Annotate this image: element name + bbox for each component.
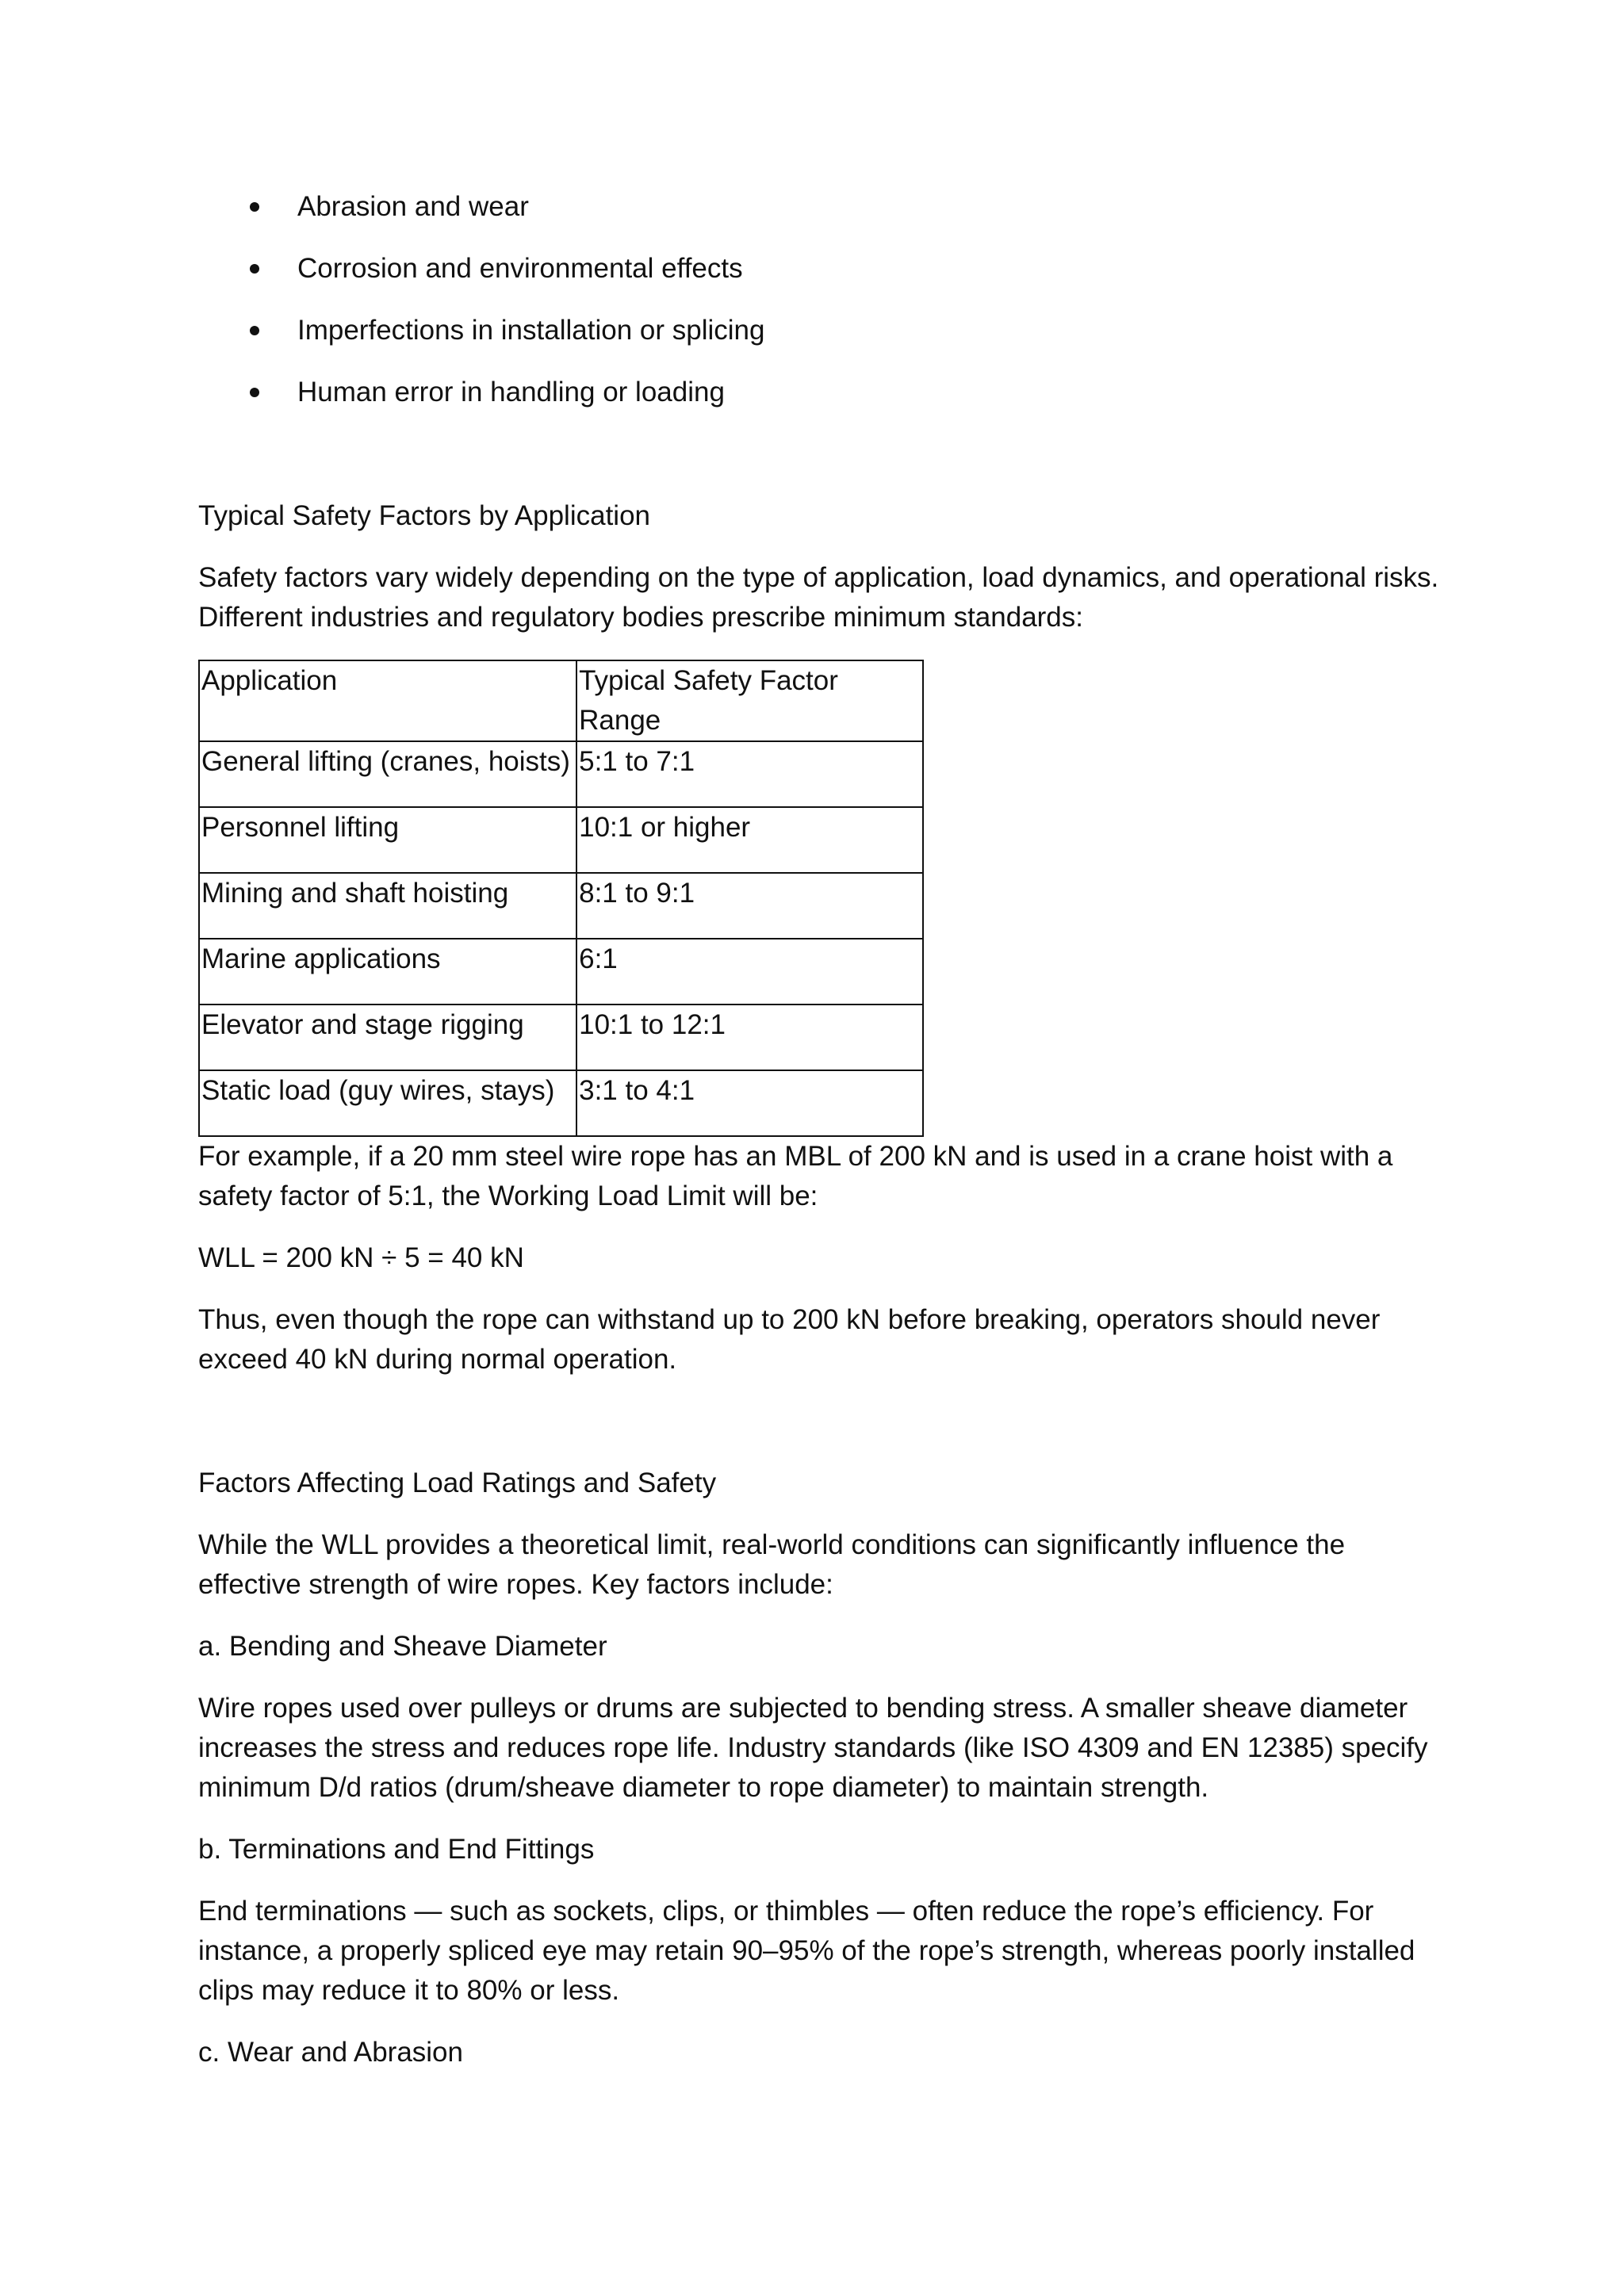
intro-paragraph <box>198 558 1467 637</box>
bullet-icon <box>250 202 259 212</box>
list-item-text: Corrosion and environmental effects <box>297 253 743 284</box>
conclusion-paragraph <box>198 1300 1467 1380</box>
table-row <box>199 873 923 939</box>
table-cell-factor: 8:1 to 9:1 <box>576 873 923 939</box>
paragraph-line: Wire ropes used over pulleys or drums are subjected to bending stress. A smaller sheave diameter <box>198 1693 1408 1724</box>
table-cell-factor: 5:1 to 7:1 <box>576 741 923 807</box>
paragraph-line: safety factor of 5:1, the Working Load Limit will be: <box>198 1181 818 1211</box>
table-cell-application: Personnel lifting <box>199 807 576 873</box>
table-cell-factor: 10:1 or higher <box>576 807 923 873</box>
bullet-icon <box>250 388 259 397</box>
table-header-row <box>199 660 923 741</box>
table-cell-application: Marine applications <box>199 939 576 1004</box>
section-heading-safety-factors: Typical Safety Factors by Application <box>198 500 650 531</box>
list-item <box>198 249 1467 289</box>
table-row <box>199 939 923 1004</box>
paragraph-line: While the WLL provides a theoretical limit, real-world conditions can significantly influence the <box>198 1529 1346 1560</box>
table-cell-application: General lifting (cranes, hoists) <box>199 741 576 807</box>
table-cell-application: Elevator and stage rigging <box>199 1004 576 1070</box>
paragraph-line: Thus, even though the rope can withstand up to 200 kN before breaking, operators should never <box>198 1304 1381 1335</box>
paragraph-line: minimum D/d ratios (drum/sheave diameter to rope diameter) to maintain strength. <box>198 1772 1209 1803</box>
safety-factor-table <box>198 660 924 1137</box>
section-heading-factors-affecting: Factors Affecting Load Ratings and Safety <box>198 1468 717 1498</box>
bullet-list <box>198 187 1467 412</box>
table-cell-factor: 3:1 to 4:1 <box>576 1070 923 1136</box>
bending-paragraph <box>198 1689 1467 1808</box>
table-header-cell: Typical Safety Factor Range <box>576 660 923 741</box>
paragraph-line: End terminations — such as sockets, clips, or thimbles — often reduce the rope’s efficiency. For <box>198 1896 1374 1927</box>
bullet-icon <box>250 326 259 335</box>
paragraph-line: For example, if a 20 mm steel wire rope has an MBL of 200 kN and is used in a crane hoist with a <box>198 1141 1393 1172</box>
table-row <box>199 807 923 873</box>
intro-paragraph <box>198 1525 1467 1605</box>
table-cell-application: Mining and shaft hoisting <box>199 873 576 939</box>
paragraph-line: clips may reduce it to 80% or less. <box>198 1975 620 2006</box>
list-item-text: Abrasion and wear <box>297 191 529 222</box>
table-cell-application: Static load (guy wires, stays) <box>199 1070 576 1136</box>
document-content <box>198 187 1467 2072</box>
example-paragraph <box>198 1137 1467 1216</box>
table-row <box>199 1004 923 1070</box>
bullet-icon <box>250 264 259 274</box>
table-row <box>199 1070 923 1136</box>
list-item-text: Human error in handling or loading <box>297 377 725 408</box>
subheading-terminations: b. Terminations and End Fittings <box>198 1834 595 1865</box>
paragraph-line: instance, a properly spliced eye may retain 90–95% of the rope’s strength, whereas poorly installed <box>198 1935 1415 1966</box>
table-row <box>199 741 923 807</box>
paragraph-line: Safety factors vary widely depending on the type of application, load dynamics, and operational risks. <box>198 562 1439 593</box>
list-item <box>198 187 1467 227</box>
table-cell-factor: 10:1 to 12:1 <box>576 1004 923 1070</box>
paragraph-line: effective strength of wire ropes. Key factors include: <box>198 1569 833 1600</box>
subheading-wear: c. Wear and Abrasion <box>198 2037 463 2068</box>
list-item <box>198 373 1467 412</box>
paragraph-line: exceed 40 kN during normal operation. <box>198 1344 677 1375</box>
table-cell-factor: 6:1 <box>576 939 923 1004</box>
formula: WLL = 200 kN ÷ 5 = 40 kN <box>198 1242 524 1273</box>
paragraph-line: increases the stress and reduces rope life. Industry standards (like ISO 4309 and EN 12385) specify <box>198 1732 1428 1763</box>
list-item <box>198 311 1467 350</box>
list-item-text: Imperfections in installation or splicing <box>297 315 765 346</box>
subheading-bending: a. Bending and Sheave Diameter <box>198 1631 607 1662</box>
terminations-paragraph <box>198 1892 1467 2011</box>
table-header-cell: Application <box>199 660 576 741</box>
paragraph-line: Different industries and regulatory bodies prescribe minimum standards: <box>198 602 1084 633</box>
